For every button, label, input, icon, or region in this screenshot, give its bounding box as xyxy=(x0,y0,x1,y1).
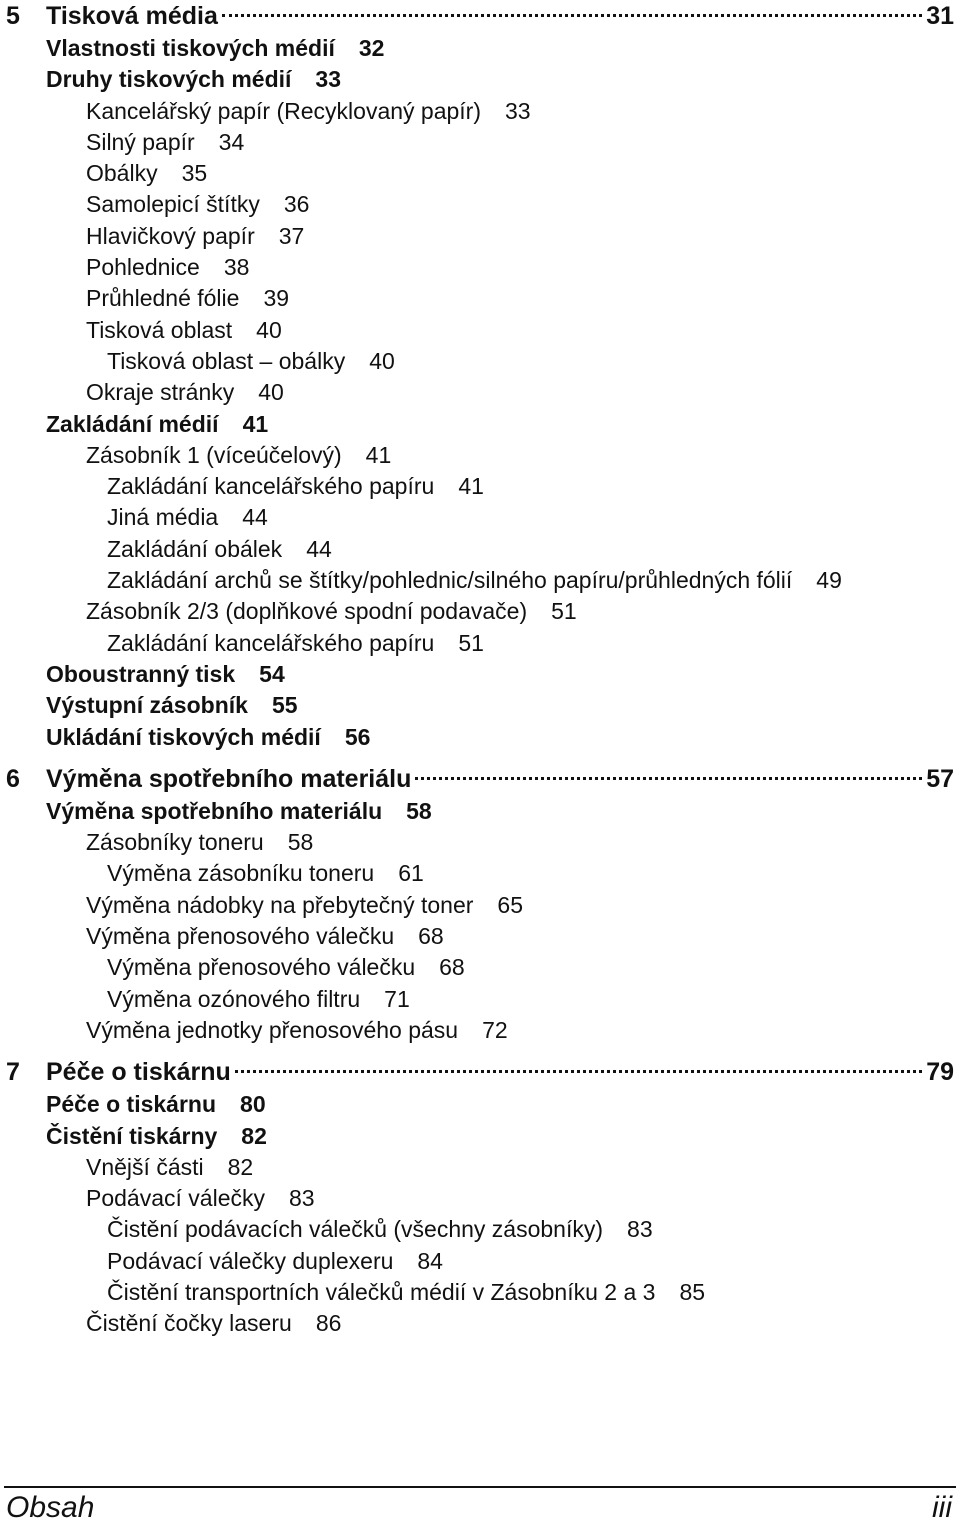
entry-page-number: 32 xyxy=(358,35,385,61)
entry-title: Silný papír xyxy=(86,128,195,155)
entry-title: Výměna zásobníku toneru xyxy=(107,860,375,887)
entry-page-number: 34 xyxy=(218,128,245,155)
entry-page-number: 80 xyxy=(240,1091,266,1118)
entry-page-number: 56 xyxy=(344,723,371,750)
toc-entry[interactable] xyxy=(0,252,960,283)
toc-entry[interactable] xyxy=(0,1277,960,1308)
entry-title: Vlastnosti tiskových médií xyxy=(46,35,335,61)
toc-entry[interactable] xyxy=(0,471,960,502)
toc-entry[interactable] xyxy=(0,858,960,889)
entry-page-number: 40 xyxy=(256,316,282,343)
chapter-number: 7 xyxy=(6,1058,20,1087)
entry-title: Zakládání kancelářského papíru xyxy=(107,473,435,500)
entry-page-number: 36 xyxy=(283,191,310,218)
entry-title: Zásobník 1 (víceúčelový) xyxy=(86,441,342,468)
toc-entry[interactable] xyxy=(0,690,960,721)
entry-page-number: 83 xyxy=(288,1185,315,1212)
toc-entry[interactable] xyxy=(0,315,960,346)
entry-page-number: 35 xyxy=(181,160,208,187)
chapter-page-number: 31 xyxy=(926,2,954,30)
entry-page-number: 44 xyxy=(242,504,268,531)
entry-page-number: 39 xyxy=(263,285,290,312)
entry-title: Zakládání kancelářského papíru xyxy=(107,629,435,656)
chapter-page-number: 57 xyxy=(926,764,954,793)
toc-entry[interactable] xyxy=(0,283,960,314)
entry-page-number: 49 xyxy=(816,567,842,594)
toc-entry[interactable] xyxy=(0,96,960,127)
entry-title: Zakládání obálek xyxy=(107,535,283,562)
entry-page-number: 37 xyxy=(278,222,305,249)
entry-page-number: 38 xyxy=(223,254,250,281)
entry-page-number: 51 xyxy=(551,598,577,625)
entry-page-number: 85 xyxy=(679,1278,706,1305)
toc-entry[interactable] xyxy=(0,534,960,565)
chapter-title: Péče o tiskárnu xyxy=(46,1058,231,1087)
toc-entry[interactable] xyxy=(0,127,960,158)
toc-entry[interactable] xyxy=(0,1246,960,1277)
toc-chapter xyxy=(0,1056,960,1339)
toc-entry[interactable] xyxy=(0,158,960,189)
toc-entry[interactable] xyxy=(0,1214,960,1245)
entry-page-number: 54 xyxy=(259,660,285,687)
entry-title: Jiná média xyxy=(107,504,219,531)
entry-title: Výměna přenosového válečku xyxy=(86,923,395,950)
toc-entry[interactable] xyxy=(0,346,960,377)
entry-page-number: 68 xyxy=(418,923,444,950)
entry-title: Pohlednice xyxy=(86,254,200,281)
entry-page-number: 58 xyxy=(406,797,432,824)
entry-title: Druhy tiskových médií xyxy=(46,66,292,93)
toc-entry[interactable] xyxy=(0,64,960,95)
entry-title: Podávací válečky duplexeru xyxy=(107,1247,394,1274)
entry-page-number: 55 xyxy=(271,692,298,719)
toc-chapter xyxy=(0,763,960,1046)
entry-page-number: 40 xyxy=(369,347,395,374)
toc-entry[interactable] xyxy=(0,502,960,533)
entry-title: Ukládání tiskových médií xyxy=(46,723,321,750)
toc-entry[interactable] xyxy=(0,796,960,827)
entry-title: Výměna jednotky přenosového pásu xyxy=(86,1016,459,1043)
toc-entry[interactable] xyxy=(0,1121,960,1152)
toc-entry[interactable] xyxy=(0,377,960,408)
toc-entry[interactable] xyxy=(0,1089,960,1120)
entry-page-number: 71 xyxy=(384,985,410,1012)
chapter-heading[interactable] xyxy=(0,0,960,33)
entry-page-number: 41 xyxy=(242,410,269,437)
entry-page-number: 61 xyxy=(398,860,424,887)
entry-page-number: 33 xyxy=(505,97,531,124)
entry-title: Samolepicí štítky xyxy=(86,191,260,218)
entry-page-number: 82 xyxy=(241,1122,267,1149)
chapter-page-number: 79 xyxy=(926,1058,954,1087)
toc-entry[interactable] xyxy=(0,952,960,983)
dot-leader xyxy=(235,1070,922,1073)
entry-title: Výměna ozónového filtru xyxy=(107,985,361,1012)
entry-title: Kancelářský papír (Recyklovaný papír) xyxy=(86,97,481,124)
toc-entry[interactable] xyxy=(0,221,960,252)
dot-leader xyxy=(222,14,922,17)
entry-page-number: 84 xyxy=(417,1247,443,1274)
entry-title: Průhledné fólie xyxy=(86,285,240,312)
entry-title: Oboustranný tisk xyxy=(46,660,236,687)
chapter-number: 5 xyxy=(6,2,20,30)
entry-title: Čistění tiskárny xyxy=(46,1122,218,1149)
entry-page-number: 65 xyxy=(497,891,523,918)
dot-leader xyxy=(415,777,922,780)
toc-entry[interactable] xyxy=(0,1308,960,1339)
chapter-title: Tisková média xyxy=(46,2,218,30)
entry-title: Zakládání archů se štítky/pohlednic/silného papíru/průhledných fólií xyxy=(107,567,793,594)
entry-page-number: 68 xyxy=(439,954,465,981)
footer-section-name: Obsah xyxy=(6,1491,95,1524)
toc-chapter xyxy=(0,0,960,753)
entry-page-number: 82 xyxy=(227,1153,254,1180)
toc-entry[interactable] xyxy=(0,1183,960,1214)
toc-entry[interactable] xyxy=(0,827,960,858)
entry-title: Okraje stránky xyxy=(86,379,235,406)
entry-title: Výměna přenosového válečku xyxy=(107,954,416,981)
toc-entry[interactable] xyxy=(0,722,960,753)
entry-title: Čistění čočky laseru xyxy=(86,1310,292,1337)
entry-title: Zásobník 2/3 (doplňkové spodní podavače) xyxy=(86,598,528,625)
toc-entry[interactable] xyxy=(0,921,960,952)
entry-page-number: 33 xyxy=(315,66,342,93)
entry-title: Tisková oblast xyxy=(86,316,233,343)
entry-title: Čistění podávacích válečků (všechny zásobníky) xyxy=(107,1216,604,1243)
entry-title: Výměna nádobky na přebytečný toner xyxy=(86,891,474,918)
entry-title: Podávací válečky xyxy=(86,1185,265,1212)
chapter-heading[interactable] xyxy=(0,1056,960,1089)
entry-title: Hlavičkový papír xyxy=(86,222,255,249)
entry-title: Tisková oblast – obálky xyxy=(107,347,346,374)
toc-entry[interactable] xyxy=(0,1152,960,1183)
entry-page-number: 72 xyxy=(482,1016,508,1043)
entry-page-number: 41 xyxy=(458,473,484,500)
entry-title: Obálky xyxy=(86,160,158,187)
toc-entry[interactable] xyxy=(0,189,960,220)
entry-title: Vnější části xyxy=(86,1153,204,1180)
entry-title: Čistění transportních válečků médií v Zásobníku 2 a 3 xyxy=(107,1278,656,1305)
toc-entry[interactable] xyxy=(0,409,960,440)
footer-page-number: iii xyxy=(932,1491,952,1524)
entry-title: Výstupní zásobník xyxy=(46,692,248,719)
toc-entry[interactable] xyxy=(0,659,960,690)
entry-page-number: 41 xyxy=(365,441,392,468)
entry-page-number: 58 xyxy=(287,829,314,856)
entry-page-number: 44 xyxy=(306,535,332,562)
entry-page-number: 86 xyxy=(315,1310,342,1337)
footer-divider xyxy=(4,1486,956,1488)
entry-title: Výměna spotřebního materiálu xyxy=(46,797,383,824)
entry-page-number: 51 xyxy=(458,629,484,656)
toc-entry[interactable] xyxy=(0,984,960,1015)
entry-title: Péče o tiskárnu xyxy=(46,1091,217,1118)
toc-entry[interactable] xyxy=(0,440,960,471)
toc-entry[interactable] xyxy=(0,890,960,921)
chapter-number: 6 xyxy=(6,764,20,793)
toc-entry[interactable] xyxy=(0,1015,960,1046)
entry-page-number: 40 xyxy=(258,379,284,406)
chapter-title: Výměna spotřebního materiálu xyxy=(46,764,412,793)
entry-title: Zakládání médií xyxy=(46,410,219,437)
toc-entry[interactable] xyxy=(0,33,960,64)
toc-entry[interactable] xyxy=(0,565,960,596)
entry-page-number: 83 xyxy=(627,1216,653,1243)
toc-entry[interactable] xyxy=(0,596,960,627)
entry-title: Zásobníky toneru xyxy=(86,829,264,856)
chapter-heading[interactable] xyxy=(0,763,960,796)
toc-entry[interactable] xyxy=(0,628,960,659)
